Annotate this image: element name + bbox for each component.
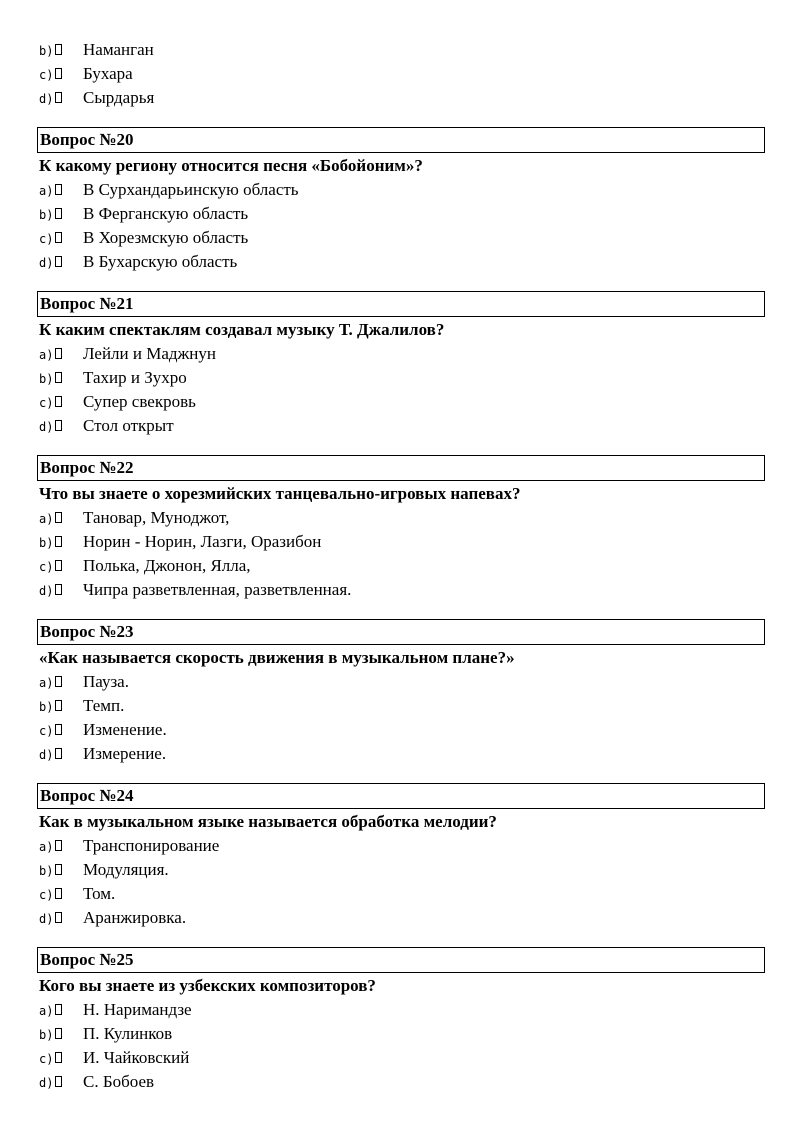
answer-option[interactable] [0,858,800,882]
option-text: В Бухарскую область [83,252,238,271]
answer-option[interactable] [0,718,800,742]
option-letter: c) [39,232,54,246]
option-text: Лейли и Маджнун [83,344,216,363]
option-text: Бухара [83,64,133,83]
option-text: Модуляция. [83,860,169,879]
option-letter: c) [39,724,54,738]
option-letter: a) [39,676,54,690]
checkbox-icon[interactable] [55,536,62,547]
checkbox-icon[interactable] [55,396,62,407]
option-letter: a) [39,1004,54,1018]
option-letter: d) [39,256,54,270]
checkbox-icon[interactable] [55,700,62,711]
answer-option[interactable] [0,530,800,554]
option-text: Сырдарья [83,88,155,107]
option-text: Супер свекровь [83,392,196,411]
option-text: Том. [83,884,116,903]
answer-option[interactable] [0,1022,800,1046]
checkbox-icon[interactable] [55,724,62,735]
question-header: Вопрос №23 [37,619,765,645]
option-letter: d) [39,420,54,434]
question-header: Вопрос №20 [37,127,765,153]
option-text: В Сурхандарьинскую область [83,180,299,199]
option-text: Тановар, Муноджот, [83,508,230,527]
option-letter: b) [39,44,54,58]
option-text: Чипра разветвленная, разветвленная. [83,580,352,599]
checkbox-icon[interactable] [55,912,62,923]
checkbox-icon[interactable] [55,372,62,383]
option-text: Стол открыт [83,416,174,435]
top-options [0,38,800,110]
checkbox-icon[interactable] [55,44,62,55]
checkbox-icon[interactable] [55,256,62,267]
answer-option[interactable] [0,694,800,718]
question-block [0,291,800,438]
option-letter: a) [39,184,54,198]
answer-option[interactable] [0,506,800,530]
question-text: Кого вы знаете из узбекских композиторов? [39,976,376,995]
option-letter: c) [39,1052,54,1066]
option-text: П. Кулинков [83,1024,173,1043]
checkbox-icon[interactable] [55,512,62,523]
answer-option[interactable] [0,202,800,226]
answer-option[interactable] [0,578,800,602]
option-text: В Хорезмскую область [83,228,249,247]
question-header: Вопрос №25 [37,947,765,973]
question-text: Что вы знаете о хорезмийских танцевально-игровых напевах? [39,484,521,503]
option-text: Изменение. [83,720,167,739]
option-letter: d) [39,584,54,598]
answer-option[interactable] [0,226,800,250]
checkbox-icon[interactable] [55,1004,62,1015]
checkbox-icon[interactable] [55,420,62,431]
answer-option[interactable] [0,342,800,366]
option-text: Темп. [83,696,125,715]
answer-option[interactable] [0,1070,800,1094]
checkbox-icon[interactable] [55,1052,62,1063]
checkbox-icon[interactable] [55,864,62,875]
option-text: Измерение. [83,744,167,763]
checkbox-icon[interactable] [55,348,62,359]
option-letter: c) [39,560,54,574]
option-letter: d) [39,748,54,762]
checkbox-icon[interactable] [55,184,62,195]
option-text: Н. Наримандзе [83,1000,192,1019]
option-letter: b) [39,864,54,878]
option-letter: b) [39,1028,54,1042]
option-letter: a) [39,840,54,854]
option-text: Полька, Джонон, Ялла, [83,556,251,575]
question-header: Вопрос №24 [37,783,765,809]
option-text: Норин - Норин, Лазги, Оразибон [83,532,322,551]
checkbox-icon[interactable] [55,676,62,687]
answer-option[interactable] [0,390,800,414]
option-letter: a) [39,348,54,362]
checkbox-icon[interactable] [55,92,62,103]
answer-option[interactable] [0,670,800,694]
answer-option[interactable] [0,414,800,438]
option-letter: c) [39,396,54,410]
option-text: Тахир и Зухро [83,368,187,387]
answer-option[interactable] [0,998,800,1022]
answer-option[interactable] [0,38,800,62]
option-letter: c) [39,68,54,82]
answer-option[interactable] [0,742,800,766]
answer-option[interactable] [0,178,800,202]
checkbox-icon[interactable] [55,68,62,79]
question-text: К какому региону относится песня «Бобойоним»? [39,156,423,175]
option-letter: b) [39,700,54,714]
checkbox-icon[interactable] [55,560,62,571]
answer-option[interactable] [0,62,800,86]
option-text: Транспонирование [83,836,220,855]
checkbox-icon[interactable] [55,888,62,899]
checkbox-icon[interactable] [55,840,62,851]
option-letter: d) [39,912,54,926]
checkbox-icon[interactable] [55,232,62,243]
answer-option[interactable] [0,1046,800,1070]
option-letter: b) [39,536,54,550]
option-text: В Ферганскую область [83,204,249,223]
answer-option[interactable] [0,554,800,578]
answer-option[interactable] [0,834,800,858]
question-header: Вопрос №22 [37,455,765,481]
option-letter: b) [39,372,54,386]
checkbox-icon[interactable] [55,748,62,759]
answer-option[interactable] [0,882,800,906]
option-text: Наманган [83,40,154,59]
answer-option[interactable] [0,366,800,390]
option-letter: d) [39,92,54,106]
checkbox-icon[interactable] [55,1076,62,1087]
question-block [0,127,800,274]
question-block [0,947,800,1094]
option-text: Пауза. [83,672,129,691]
option-letter: b) [39,208,54,222]
answer-option[interactable] [0,250,800,274]
question-block [0,619,800,766]
answer-option[interactable] [0,906,800,930]
checkbox-icon[interactable] [55,208,62,219]
answer-option[interactable] [0,86,800,110]
option-letter: a) [39,512,54,526]
question-block [0,783,800,930]
question-text: «Как называется скорость движения в музыкальном плане?» [39,648,515,667]
question-block [0,455,800,602]
option-letter: c) [39,888,54,902]
checkbox-icon[interactable] [55,584,62,595]
question-text: К каким спектаклям создавал музыку Т. Джалилов? [39,320,445,339]
option-text: И. Чайковский [83,1048,190,1067]
option-letter: d) [39,1076,54,1090]
checkbox-icon[interactable] [55,1028,62,1039]
option-text: С. Бобоев [83,1072,155,1091]
question-text: Как в музыкальном языке называется обработка мелодии? [39,812,497,831]
question-header: Вопрос №21 [37,291,765,317]
option-text: Аранжировка. [83,908,187,927]
